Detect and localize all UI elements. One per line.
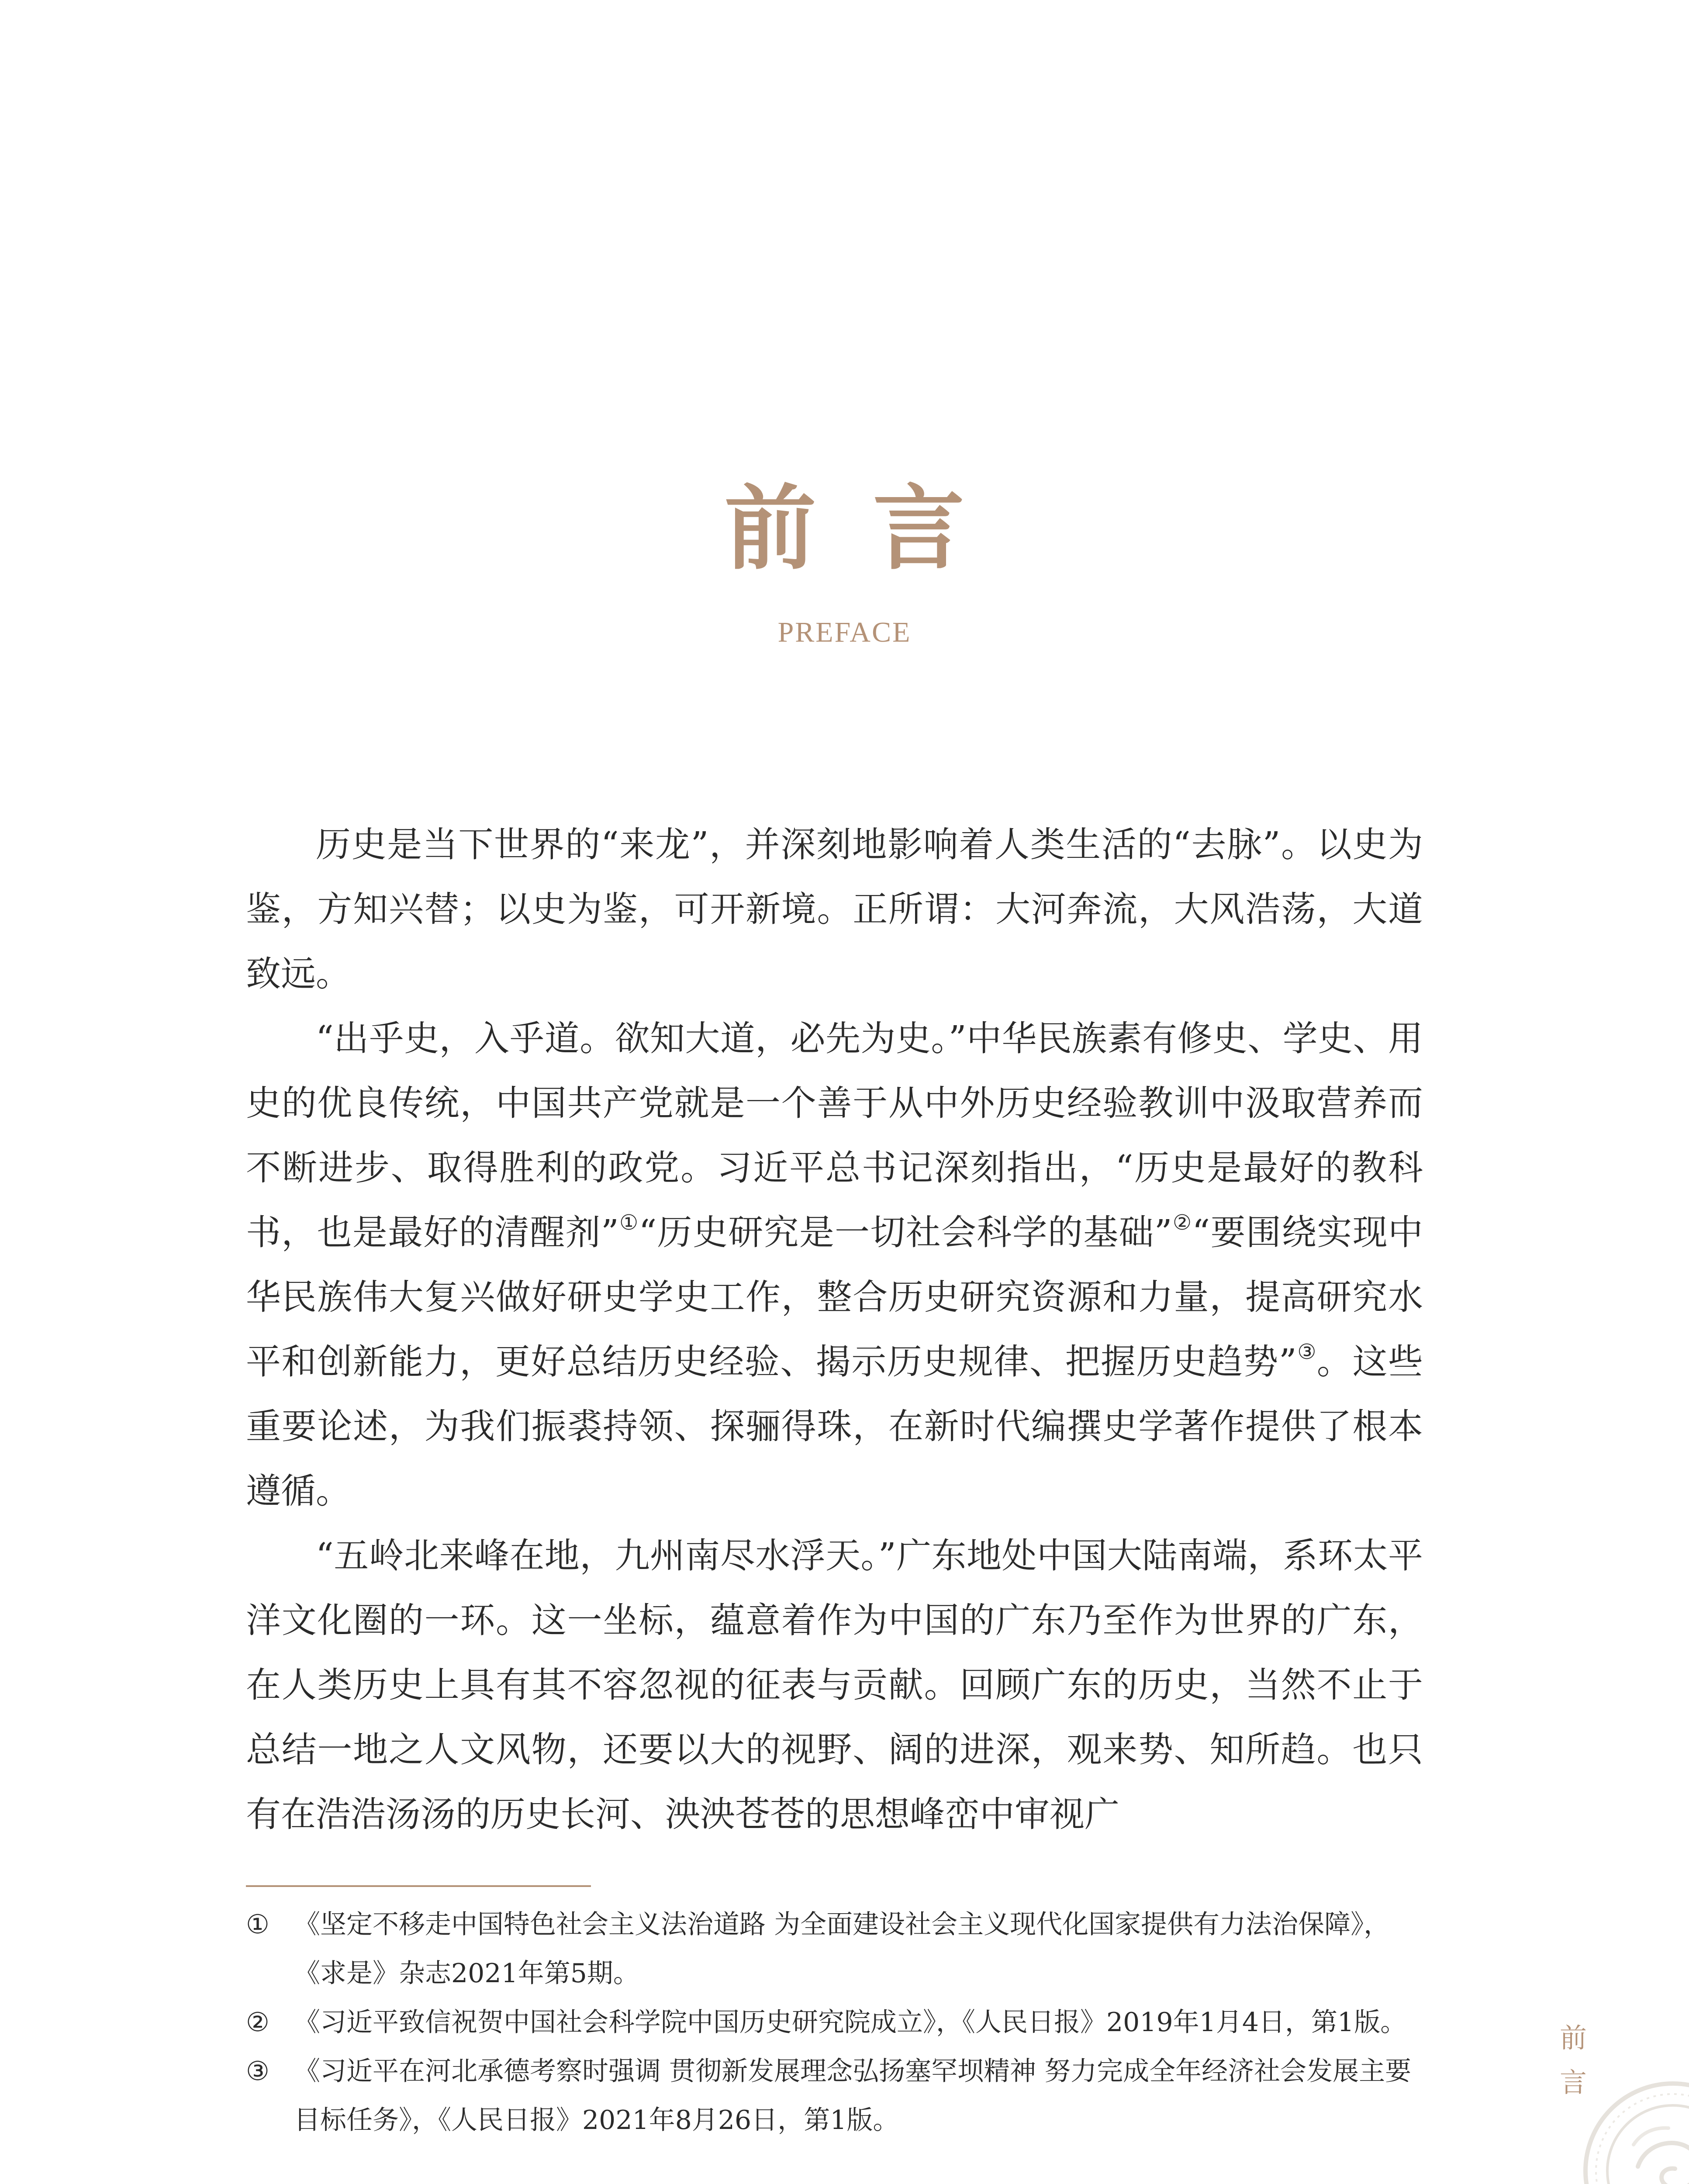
footnote-text: 《习近平致信祝贺中国社会科学院中国历史研究院成立》，《人民日报》2019年1月4日，第1版。 [294, 2007, 1407, 2038]
footnote-text: 《坚定不移走中国特色社会主义法治道路 为全面建设社会主义现代化国家提供有力法治保障》，《求是》杂志2021年第5期。 [294, 1909, 1390, 1989]
footnote-divider [246, 1885, 591, 1887]
page-subtitle: PREFACE [777, 616, 912, 648]
body-text [246, 812, 1423, 1847]
footnote-text: 《习近平在河北承德考察时强调 贯彻新发展理念弘扬塞罕坝精神 努力完成全年经济社会发展主要目标任务》，《人民日报》2021年8月26日，第1版。 [294, 2056, 1412, 2136]
paragraph-text: “历史研究是一切社会科学的基础” [639, 1212, 1172, 1253]
paragraph-text: 。这些重要论述，为我们振裘持领、探骊得珠，在新时代编撰史学著作提供了根本遵循。 [246, 1341, 1423, 1511]
footnote [246, 1998, 1423, 2047]
decorative-seal-icon [1581, 2079, 1689, 2184]
footnotes [246, 1900, 1423, 2145]
footnote-mark: ② [246, 2007, 269, 2038]
paragraph-text: “出乎史，入乎道。欲知大道，必先为史。”中华民族素有修史、学史、用史的优良传统，中国共产党就是一个善于从中外历史经验教训中汲取营养而不断进步、取得胜利的政党。习近平总书记深刻指出，“历史是最好的教科书，也是最好的清醒剂” [246, 1018, 1423, 1253]
footnote-reference: ② [1172, 1210, 1192, 1235]
footnote-reference: ① [618, 1210, 639, 1235]
paragraph [246, 1524, 1423, 1847]
paragraph-text: 历史是当下世界的“来龙”，并深刻地影响着人类生活的“去脉”。以史为鉴，方知兴替；以史为鉴，可开新境。正所谓：大河奔流，大风浩荡，大道致远。 [246, 824, 1423, 994]
page-title: 前言 [724, 474, 1022, 582]
paragraph-text: “五岭北来峰在地，九州南尽水浮天。”广东地处中国大陆南端，系环太平洋文化圈的一环。这一坐标，蕴意着作为中国的广东乃至作为世界的广东，在人类历史上具有其不容忽视的征表与贡献。回顾广东的历史，当然不止于总结一地之人文风物，还要以大的视野、阔的进深，观来势、知所趋。也只有在浩浩汤汤的历史长河、泱泱苍苍的思想峰峦中审视广 [246, 1535, 1423, 1835]
paragraph [246, 812, 1423, 1006]
footnote [246, 2047, 1423, 2145]
footnote-mark: ③ [246, 2056, 269, 2087]
running-head: 前言 [1559, 2022, 1587, 2098]
footnote [246, 1900, 1423, 1998]
footnote-mark: ① [246, 1909, 269, 1940]
paragraph-text: “要围绕实现中华民族伟大复兴做好研史学史工作，整合历史研究资源和力量，提高研究水平和创新能力，更好总结历史经验、揭示历史规律、把握历史趋势” [246, 1212, 1423, 1382]
paragraph [246, 1006, 1423, 1524]
footnote-reference: ③ [1296, 1340, 1317, 1364]
